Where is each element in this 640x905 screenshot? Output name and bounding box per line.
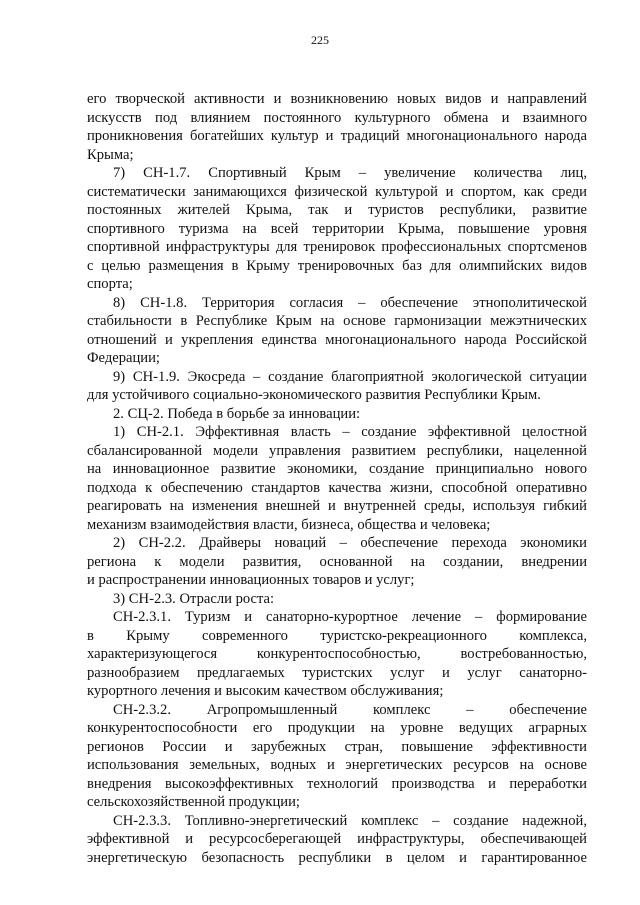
body-text — [87, 90, 587, 867]
text-line: его творческой активности и возникновению новых видов и направлений — [87, 91, 587, 107]
text-line: СН-2.3.1. Туризм и санаторно-курортное лечение – формирование — [113, 609, 587, 625]
text-line: СН-2.3.2. Агропромышленный комплекс – обеспечение — [113, 701, 587, 718]
text-line: 9) СН-1.9. Экосреда – создание благоприятной экологической ситуации — [113, 368, 587, 385]
text-line: для устойчивого социально-экономического развития Республики Крым. — [87, 387, 541, 403]
text-line: и распространении инновационных товаров и услуг; — [87, 572, 415, 588]
text-line: разнообразием предлагаемых туристских услуг и услуг санаторно- — [87, 664, 587, 681]
text-line: на инновационное развитие экономики, создание принципиально нового — [87, 461, 587, 477]
text-line: механизм взаимодействия власти, бизнеса, общества и человека; — [87, 516, 491, 533]
page-number: 225 — [311, 33, 329, 47]
text-line: характеризующегося конкурентоспособностью, востребованностью, — [87, 646, 587, 662]
text-line: 1) СН-2.1. Эффективная власть – создание эффективной целостной — [113, 424, 587, 440]
text-line: региона к модели развития, основанной на создании, внедрении — [87, 553, 587, 570]
text-line: регионов России и зарубежных стран, повышение эффективности — [87, 738, 587, 755]
text-line: реагировать на изменения внешней и внутренней среды, используя гибкий — [87, 498, 587, 514]
text-line: подхода к обеспечению стандартов качества жизни, способной оперативно — [87, 479, 587, 496]
text-line: искусств под влиянием постоянного культурного обмена и взаимного — [87, 109, 587, 126]
text-line: СН-2.3.3. Топливно-энергетический комплекс – создание надежной, — [113, 812, 587, 829]
text-line: 8) СН-1.8. Территория согласия – обеспечение этнополитической — [113, 294, 587, 311]
text-line: стабильности в Республике Крым на основе гармонизации межэтнических — [87, 313, 587, 329]
text-line: сельскохозяйственной продукции; — [87, 794, 300, 810]
text-line: 2) СН-2.2. Драйверы новаций – обеспечение перехода экономики — [113, 535, 587, 551]
text-line: с целью размещения в Крыму тренировочных баз для олимпийских видов — [87, 257, 587, 274]
text-line: 7) СН-1.7. Спортивный Крым – увеличение количества лиц, — [113, 165, 587, 181]
text-line: спортивного туризма на всей территории Крыма, повышение уровня — [87, 220, 587, 237]
text-line: спорта; — [87, 276, 133, 292]
text-line: конкурентоспособности его продукции на уровне ведущих аграрных — [87, 720, 587, 736]
text-line: Крыма; — [87, 146, 134, 163]
text-line: постоянных жителей Крыма, так и туристов республики, развитие — [87, 202, 587, 218]
text-line: сбалансированной модели управления развитием республики, нацеленной — [87, 442, 587, 459]
text-line: систематически занимающихся физической культурой и спортом, как среди — [87, 183, 587, 200]
text-line: 3) СН-2.3. Отрасли роста: — [113, 590, 275, 607]
text-line: 2. СЦ-2. Победа в борьбе за инновации: — [113, 405, 361, 422]
text-line: использования земельных, водных и энергетических ресурсов на основе — [87, 757, 587, 773]
text-line: проникновения богатейших культур и традиций многонационального народа — [87, 128, 587, 144]
text-line: внедрения высокоэффективных технологий производства и переработки — [87, 775, 587, 792]
text-line: энергетическую безопасность республики в целом и гарантированное — [87, 849, 587, 866]
text-line: в Крыму современного туристско-рекреационного комплекса, — [87, 627, 587, 644]
text-line: спортивной инфраструктуры для тренировок профессиональных спортсменов — [87, 239, 587, 255]
text-line: курортного лечения и высоким качеством обслуживания; — [87, 683, 444, 699]
text-line: эффективной и ресурсосберегающей инфраструктуры, обеспечивающей — [87, 831, 587, 847]
text-line: отношений и укрепления единства многонационального народа Российской — [87, 331, 587, 348]
text-line: Федерации; — [87, 350, 160, 366]
